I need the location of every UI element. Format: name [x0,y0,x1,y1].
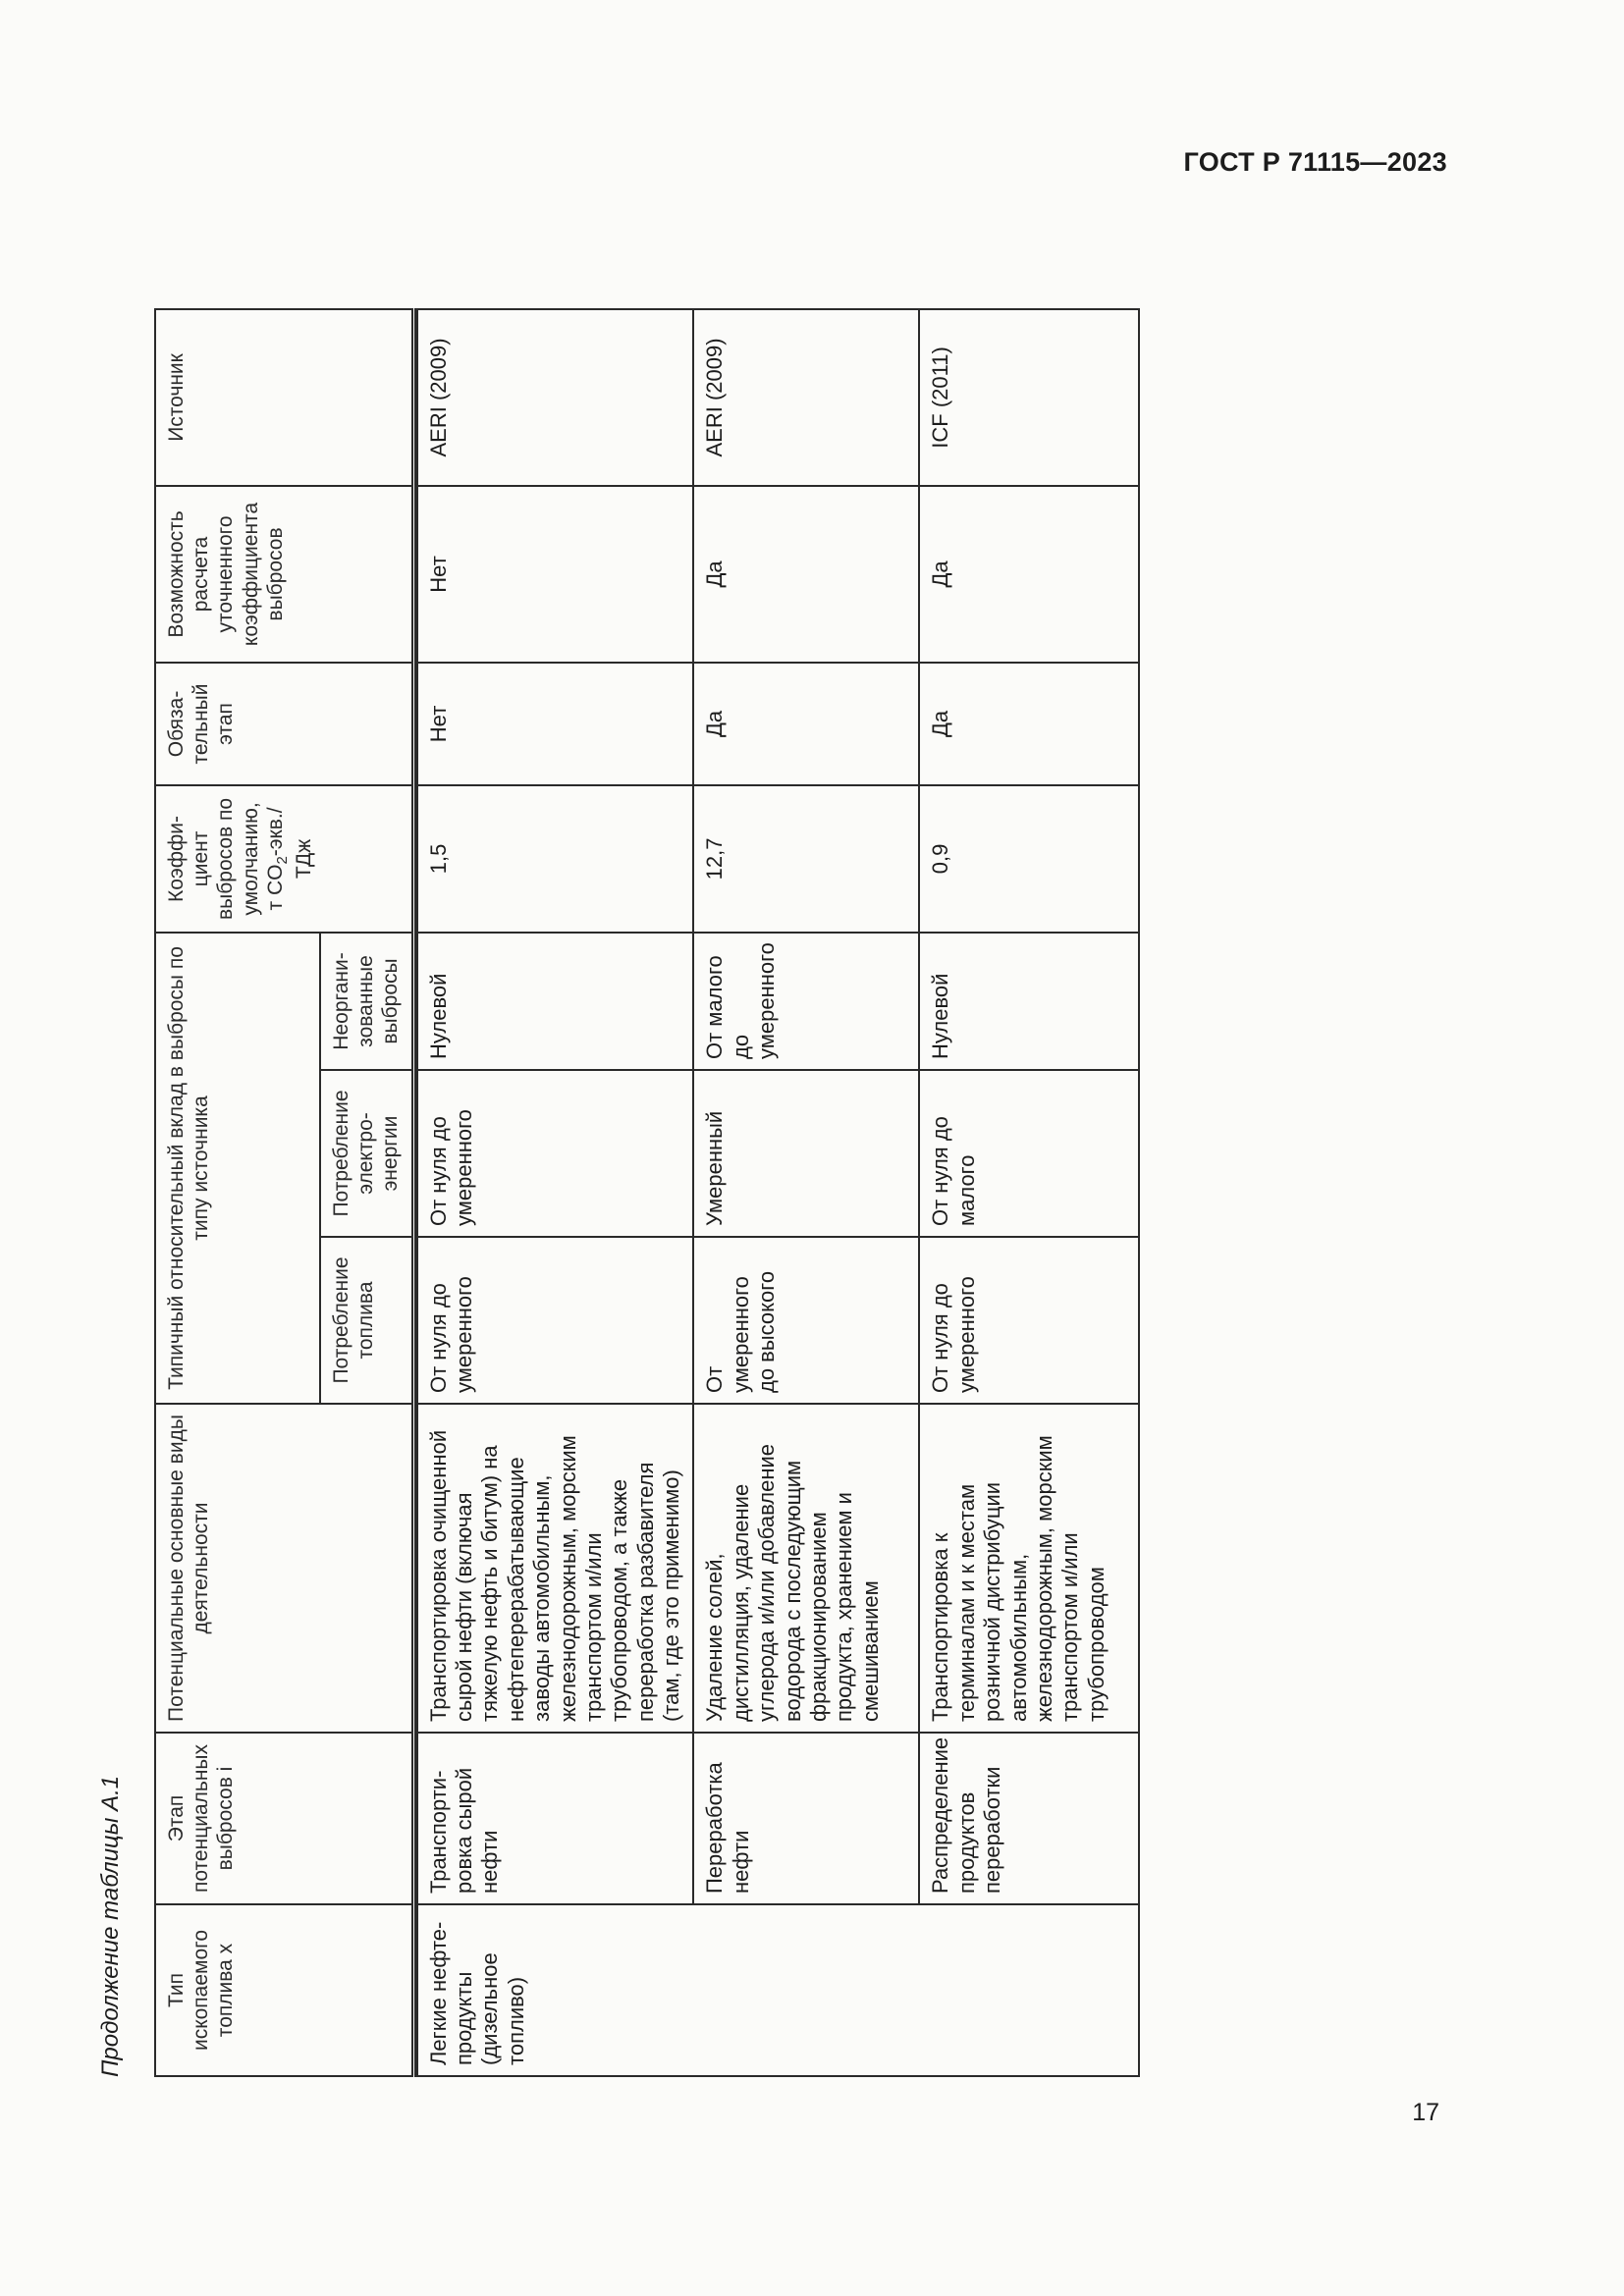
coefficient-cell: 0,9 [919,785,1139,933]
col-header-stage: Этап потенциальных выбросов i [155,1733,413,1904]
activities-cell: Транспортировка очищенной сырой нефти (включая тяжелую нефть и битум) на нефтеперерабатывающие заводы автомобильным, железнодорожным, морским транспортом и/или трубопроводом, а также переработка разбавителя (там, где это применимо) [417,1404,694,1733]
activities-cell: Удаление солей, дистилляция, удаление углерода и/или добавление водорода с последующим фракционированием продукта, хранением и смешиванием [693,1404,919,1733]
rotated-table-block [97,310,1140,2077]
coefficient-cell: 12,7 [693,785,919,933]
refined-cell: Да [919,486,1139,663]
col-header-mandatory: Обяза-тельный этап [155,663,413,785]
col-header-coefficient [155,785,413,933]
col-header-electricity-use: Потребление электро-энергии [320,1070,413,1237]
mandatory-cell: Да [919,663,1139,785]
mandatory-cell: Да [693,663,919,785]
fuel-use-cell: От нуля до умеренного [417,1237,694,1404]
coef-sub: 2 [273,856,291,865]
col-header-fuel-type: Тип ископаемого топлива x [155,1904,413,2076]
document-code: ГОСТ Р 71115—2023 [1183,147,1447,177]
table-row [693,309,919,2076]
page-number: 17 [1412,2099,1439,2126]
col-header-source: Источник [155,309,413,486]
source-cell: AERI (2009) [693,309,919,486]
source-cell: ICF (2011) [919,309,1139,486]
fugitive-cell: Нулевой [417,933,694,1070]
electricity-use-cell: От нуля до малого [919,1070,1139,1237]
coef-text-2: -экв./ТДж [263,807,315,880]
refined-cell: Нет [417,486,694,663]
stage-cell: Распределение продуктов переработки [919,1733,1139,1904]
fuel-use-cell: От нуля до умеренного [919,1237,1139,1404]
electricity-use-cell: Умеренный [693,1070,919,1237]
source-cell: AERI (2009) [417,309,694,486]
table-row [417,309,694,2076]
table-row [919,309,1139,2076]
mandatory-cell: Нет [417,663,694,785]
table-caption: Продолжение таблицы А.1 [97,1775,124,2077]
fuel-use-cell: От умеренного до высокого [693,1237,919,1404]
col-header-fuel-use: Потребление топлива [320,1237,413,1404]
fugitive-cell: От малого до умеренного [693,933,919,1070]
stage-cell: Переработка нефти [693,1733,919,1904]
col-header-fugitive: Неоргани-зованные выбросы [320,933,413,1070]
activities-cell: Транспортировка к терминалам и к местам розничной дистрибуции автомобильным, железнодорожным, морским транспортом и/или трубопроводом [919,1404,1139,1733]
col-header-activities: Потенциальные основные виды деятельности [155,1404,413,1733]
refined-cell: Да [693,486,919,663]
fuel-group-cell: Легкие нефте-продукты (дизельное топливо) [417,1904,1139,2076]
fugitive-cell: Нулевой [919,933,1139,1070]
stage-cell: Транспорти-ровка сырой нефти [417,1733,694,1904]
emissions-table [154,308,1140,2077]
electricity-use-cell: От нуля до умеренного [417,1070,694,1237]
col-header-contribution: Типичный относительный вклад в выбросы по типу источника [155,933,320,1404]
coefficient-cell: 1,5 [417,785,694,933]
coef-text-1: Коэффи-циент выбросов по умолчанию, т CO [165,797,287,921]
col-header-refined: Возможность расчета уточненного коэффициента выбросов [155,486,413,663]
